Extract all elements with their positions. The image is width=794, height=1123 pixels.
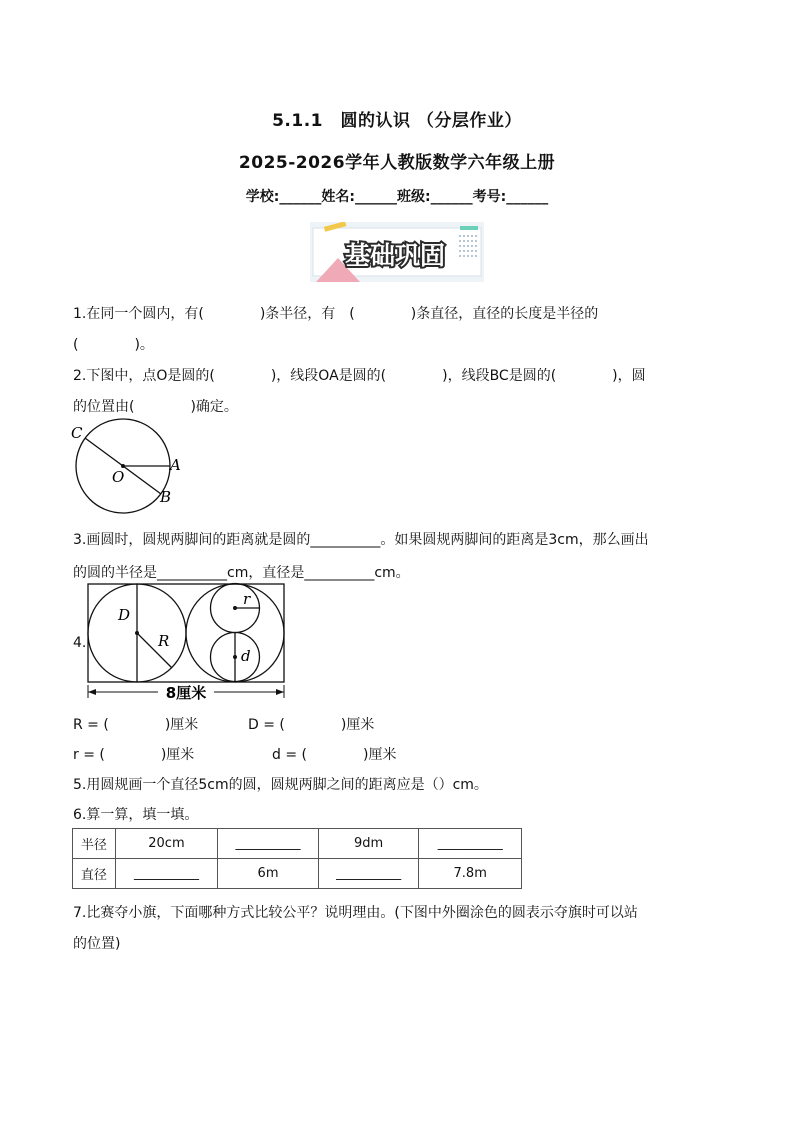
table-cell: 7.8m xyxy=(419,859,522,889)
q2-label-c: C xyxy=(71,424,83,442)
table-row-header: 半径 xyxy=(73,829,116,859)
page-title: 5.1.1 圆的认识 （分层作业） xyxy=(272,111,522,131)
table-row xyxy=(73,829,522,859)
table-cell: __________ xyxy=(115,859,218,889)
q4-answer-D: D = ( )厘米 xyxy=(248,717,375,733)
q2-circle-figure xyxy=(68,418,198,518)
q4-answer-R: R = ( )厘米 xyxy=(73,717,199,733)
q2-label-a: A xyxy=(170,456,181,474)
q4-label-r: r xyxy=(243,590,251,608)
table-cell: __________ xyxy=(218,829,319,859)
table-cell: 9dm xyxy=(318,829,419,859)
q1-line1: 1.在同一个圆内，有( )条半径，有 ( )条直径，直径的长度是半径的 xyxy=(73,306,599,322)
q2-line1: 2.下图中，点O是圆的( )，线段OA是圆的( )，线段BC是圆的( )，圆 xyxy=(73,368,646,384)
banner-text: 基础巩固 xyxy=(344,241,446,270)
q4-label-D: D xyxy=(118,606,131,624)
table-cell: __________ xyxy=(318,859,419,889)
q7-line2: 的位置) xyxy=(73,936,121,952)
banner-graphic xyxy=(310,222,484,282)
page-subtitle: 2025-2026学年人教版数学六年级上册 xyxy=(238,153,556,173)
q4-width-label: 8厘米 xyxy=(165,684,207,702)
q7-line1: 7.比赛夺小旗，下面哪种方式比较公平？说明理由。(下图中外圈涂色的圆表示夺旗时可以站 xyxy=(73,905,638,921)
q6-table xyxy=(72,828,522,889)
q4-number: 4. xyxy=(73,635,87,651)
section-banner xyxy=(310,222,484,282)
table-cell: 20cm xyxy=(115,829,218,859)
q4-label-R: R xyxy=(158,632,170,650)
table-cell: __________ xyxy=(419,829,522,859)
q2-label-b: B xyxy=(160,488,172,506)
q6-text: 6.算一算，填一填。 xyxy=(73,807,199,823)
q3-line2: 的圆的半径是__________cm，直径是__________cm。 xyxy=(73,565,410,581)
q4-answer-r: r = ( )厘米 xyxy=(73,747,195,763)
q4-answer-d: d = ( )厘米 xyxy=(272,747,397,763)
table-row xyxy=(73,859,522,889)
q2-line2: 的位置由( )确定。 xyxy=(73,399,238,415)
q5-text: 5.用圆规画一个直径5cm的圆，圆规两脚之间的距离应是（）cm。 xyxy=(73,777,488,793)
q2-label-o: O xyxy=(112,468,125,486)
table-row-header: 直径 xyxy=(73,859,116,889)
q1-line2: ( )。 xyxy=(73,337,154,353)
q4-figure xyxy=(86,582,288,704)
table-cell: 6m xyxy=(218,859,319,889)
q4-label-d: d xyxy=(241,647,251,665)
student-info-line: 学校:______姓名:______班级:______考号:______ xyxy=(245,189,549,205)
q3-line1: 3.画圆时，圆规两脚间的距离就是圆的__________。如果圆规两脚间的距离是3cm，那么画出 xyxy=(73,532,649,548)
